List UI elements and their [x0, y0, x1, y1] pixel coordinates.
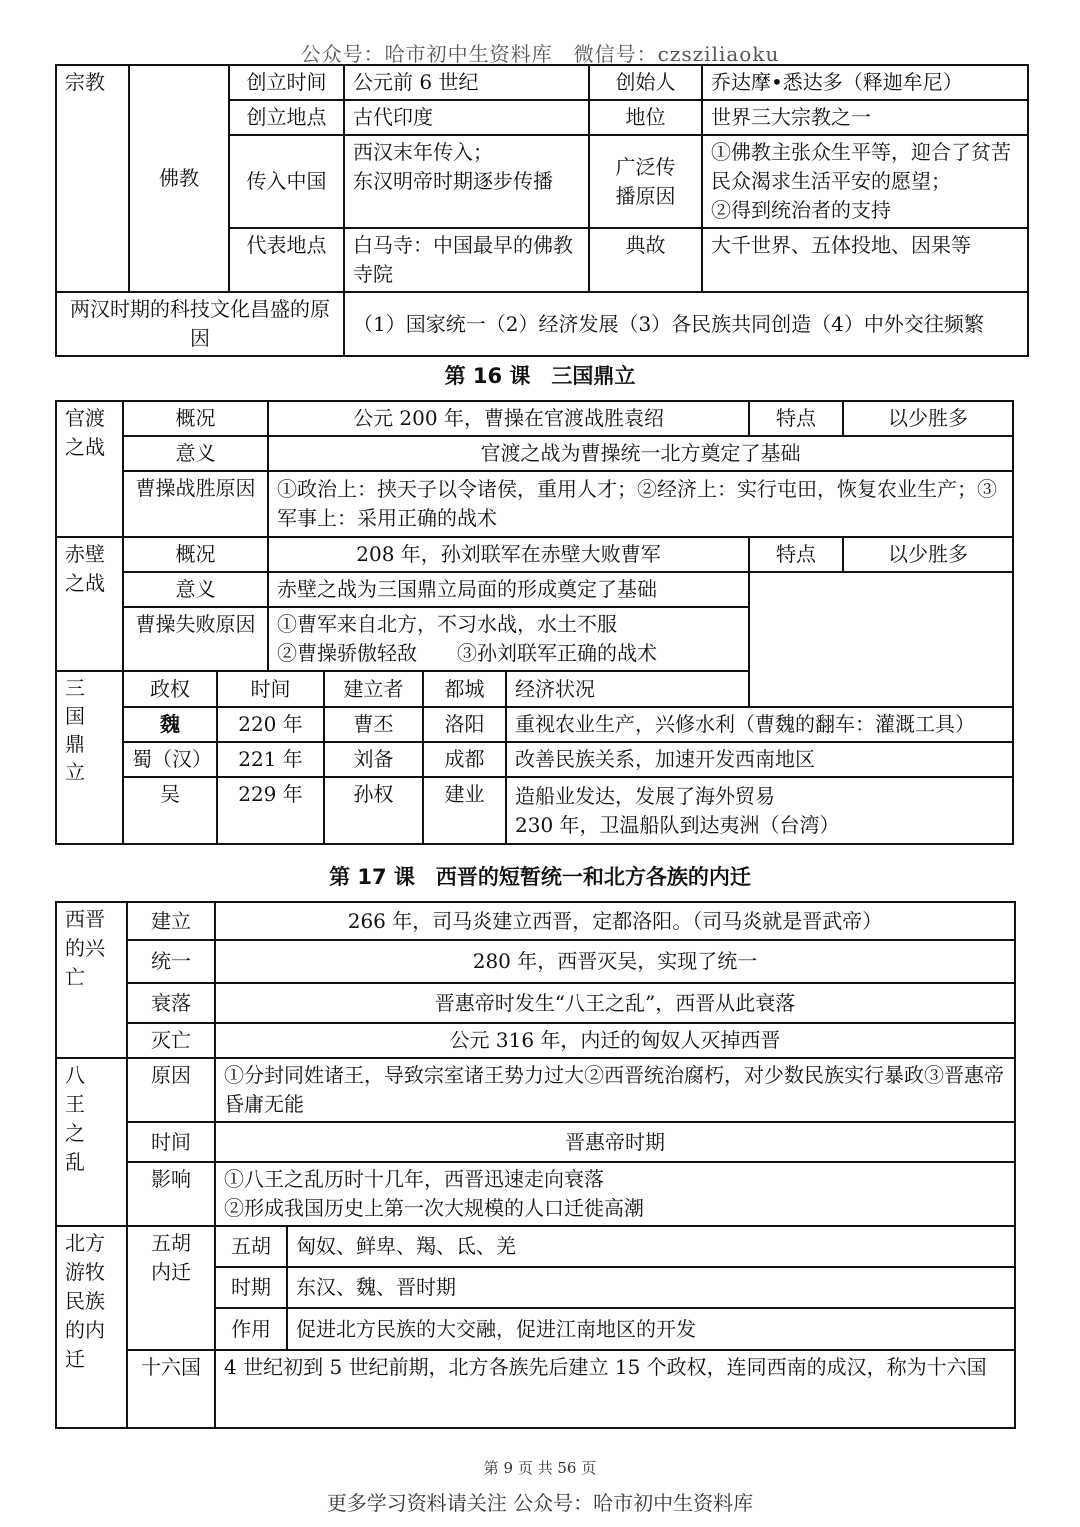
- cell: 灭亡: [127, 1023, 215, 1058]
- cell: 公元 200 年，曹操在官渡战胜袁绍: [268, 401, 749, 436]
- cell: 代表地点: [229, 228, 344, 292]
- cell: 4 世纪初到 5 世纪前期，北方各族先后建立 15 个政权，连同西南的成汉，称为十六国: [215, 1350, 1015, 1428]
- cell: 五胡: [215, 1226, 287, 1267]
- cell: 地位: [589, 100, 702, 135]
- three-kingdoms-table: [55, 400, 1014, 845]
- religion-label: 宗教: [56, 65, 129, 292]
- cell: 创立地点: [229, 100, 344, 135]
- cell: ①分封同姓诸王，导致宗室诸王势力过大②西晋统治腐朽，对少数民族实行暴政③晋惠帝昏庸无能: [215, 1058, 1015, 1122]
- beifang-label: 北方游牧民族的内迁: [56, 1226, 127, 1428]
- empty-cell: [749, 572, 1013, 707]
- wuhu-label: 五胡内迁: [127, 1226, 215, 1350]
- col-header: 政权: [123, 671, 217, 707]
- cell: 220 年: [217, 707, 324, 742]
- western-jin-table: [55, 901, 1016, 1429]
- cell: 意义: [123, 572, 268, 607]
- cell: 特点: [749, 537, 843, 572]
- page-number: 第 9 页 共 56 页: [483, 1459, 597, 1477]
- cell: 改善民族关系，加速开发西南地区: [506, 742, 1013, 777]
- cell: 影响: [127, 1162, 215, 1226]
- cell: 概况: [123, 401, 268, 436]
- cell: ①佛教主张众生平等，迎合了贫苦民众渴求生活平安的愿望； ②得到统治者的支持: [702, 135, 1028, 228]
- cell: 晋惠帝时期: [215, 1122, 1015, 1162]
- cell: 公元 316 年，内迁的匈奴人灭掉西晋: [215, 1023, 1015, 1058]
- cell: 时间: [127, 1122, 215, 1162]
- buddhism-label: 佛教: [129, 65, 229, 292]
- cell: 特点: [749, 401, 843, 436]
- cell: 以少胜多: [843, 537, 1013, 572]
- page-header: 公众号：哈市初中生资料库 微信号：czsziliaoku: [300, 42, 780, 66]
- cell: 大千世界、五体投地、因果等: [702, 228, 1028, 292]
- cell: 广泛传 播原因: [589, 135, 702, 228]
- col-header: 建立者: [324, 671, 423, 707]
- cell: 东汉、魏、晋时期: [287, 1267, 1015, 1308]
- cell: 洛阳: [423, 707, 506, 742]
- cell: 创始人: [589, 65, 702, 100]
- cell: 造船业发达，发展了海外贸易 230 年，卫温船队到达夷洲（台湾）: [506, 777, 1013, 844]
- cell: 匈奴、鲜卑、羯、氐、羌: [287, 1226, 1015, 1267]
- lesson-16-title: 第 16 课 三国鼎立: [444, 364, 636, 388]
- cell: 创立时间: [229, 65, 344, 100]
- religion-table: [55, 64, 1029, 357]
- col-header: 经济状况: [506, 671, 749, 707]
- cell: 刘备: [324, 742, 423, 777]
- cell: 乔达摩•悉达多（释迦牟尼）: [702, 65, 1028, 100]
- bawang-label: 八王之乱: [56, 1058, 127, 1226]
- xijin-label: 西晋的兴亡: [56, 902, 127, 1058]
- cell: 280 年，西晋灭吴，实现了统一: [215, 940, 1015, 983]
- cell: 229 年: [217, 777, 324, 844]
- cell: ①八王之乱历时十几年，西晋迅速走向衰落 ②形成我国历史上第一次大规模的人口迁徙高潮: [215, 1162, 1015, 1226]
- cell: 魏: [123, 707, 217, 742]
- sanguo-label: 三国鼎立: [56, 671, 123, 844]
- cell: 传入中国: [229, 135, 344, 228]
- cell: 221 年: [217, 742, 324, 777]
- cell: 以少胜多: [843, 401, 1013, 436]
- col-header: 时间: [217, 671, 324, 707]
- cell: 曹丕: [324, 707, 423, 742]
- cell: 统一: [127, 940, 215, 983]
- cell: （1）国家统一（2）经济发展（3）各民族共同创造（4）中外交往频繁: [344, 292, 1028, 356]
- cell: 概况: [123, 537, 268, 572]
- cell: 蜀（汉）: [123, 742, 217, 777]
- cell: 白马寺：中国最早的佛教寺院: [344, 228, 589, 292]
- chibi-label: 赤壁之战: [56, 537, 123, 671]
- cell: 原因: [127, 1058, 215, 1122]
- cell: 衰落: [127, 983, 215, 1023]
- cell: 古代印度: [344, 100, 589, 135]
- cell: 建立: [127, 902, 215, 940]
- cell: 意义: [123, 436, 268, 471]
- cell: ①政治上：挟天子以令诸侯，重用人才；②经济上：实行屯田，恢复农业生产；③军事上：采用正确的战术: [268, 471, 1013, 537]
- cell: 208 年，孙刘联军在赤壁大败曹军: [268, 537, 749, 572]
- cell: 赤壁之战为三国鼎立局面的形成奠定了基础: [268, 572, 749, 607]
- cell: 建业: [423, 777, 506, 844]
- cell: 官渡之战为曹操统一北方奠定了基础: [268, 436, 1013, 471]
- cell: 孙权: [324, 777, 423, 844]
- cell: 曹操战胜原因: [123, 471, 268, 537]
- cell: 典故: [589, 228, 702, 292]
- cell: 重视农业生产，兴修水利（曹魏的翻车：灌溉工具）: [506, 707, 1013, 742]
- cell: 吴: [123, 777, 217, 844]
- cell: 作用: [215, 1308, 287, 1350]
- guandu-label: 官渡之战: [56, 401, 123, 537]
- cell: 十六国: [127, 1350, 215, 1428]
- cell: 曹操失败原因: [123, 607, 268, 671]
- cell: 促进北方民族的大交融，促进江南地区的开发: [287, 1308, 1015, 1350]
- cell: 时期: [215, 1267, 287, 1308]
- cell: 266 年，司马炎建立西晋，定都洛阳。（司马炎就是晋武帝）: [215, 902, 1015, 940]
- cell: 公元前 6 世纪: [344, 65, 589, 100]
- page-footer: 更多学习资料请关注 公众号：哈市初中生资料库: [326, 1491, 754, 1515]
- lesson-17-title: 第 17 课 西晋的短暂统一和北方各族的内迁: [329, 865, 751, 889]
- cell: 两汉时期的科技文化昌盛的原因: [56, 292, 344, 356]
- col-header: 都城: [423, 671, 506, 707]
- cell: 晋惠帝时发生“八王之乱”，西晋从此衰落: [215, 983, 1015, 1023]
- cell: 西汉末年传入； 东汉明帝时期逐步传播: [344, 135, 589, 228]
- cell: 世界三大宗教之一: [702, 100, 1028, 135]
- cell: ①曹军来自北方，不习水战，水土不服 ②曹操骄傲轻敌 ③孙刘联军正确的战术: [268, 607, 749, 671]
- cell: 成都: [423, 742, 506, 777]
